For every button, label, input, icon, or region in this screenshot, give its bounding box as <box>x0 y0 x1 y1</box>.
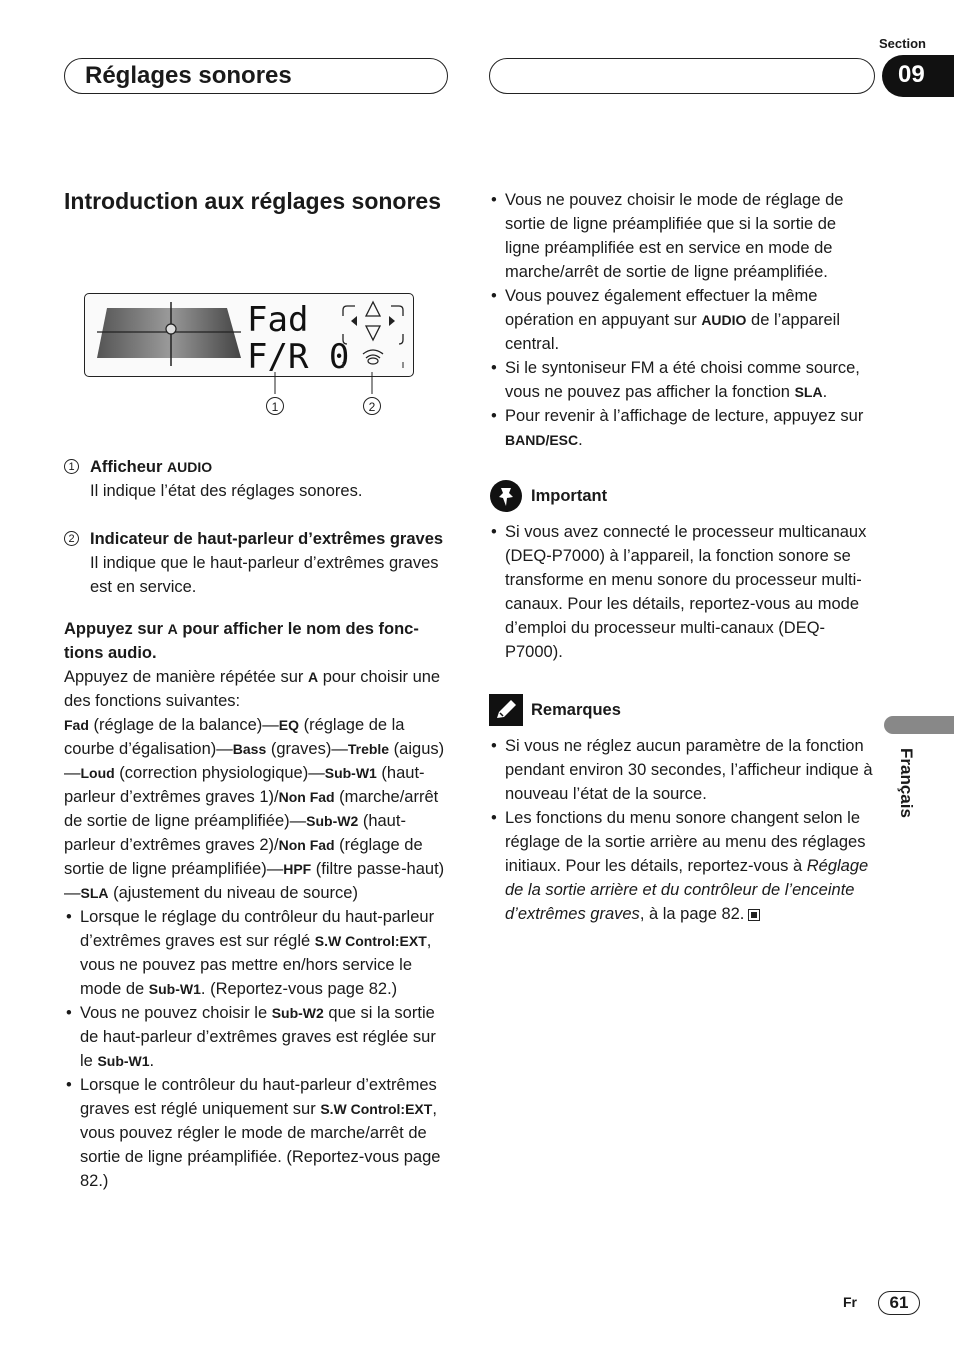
important-icon <box>489 480 523 512</box>
language-label: Français <box>897 748 916 818</box>
chapter-title-text: Réglages sonores <box>85 62 292 89</box>
function-list: Fad (réglage de la balance)—EQ (réglage de la courbe d’égalisation)—Bass (graves)—Treble (aigus)—Loud (correction physiologique)—Sub-W1 (haut-parleur d’extrêmes graves 1)/Non Fad (marche/arrêt de sortie de ligne préamplifiée)—Sub-W2 (haut-parleur d’extrêmes graves 2)/Non Fad (réglage de sortie de ligne préamplifiée)—HPF (filtre passe-haut)—SLA (ajustement du niveau de source) <box>64 716 445 902</box>
right-bullet-3: • Si le syntoniseur FM a été choisi comme source, vous ne pouvez pas afficher la fonction SLA. <box>489 356 874 404</box>
callout-1: 1 <box>266 397 284 415</box>
right-column <box>489 188 874 926</box>
left-bullet-2: • Vous ne pouvez choisir le Sub-W2 que si la sortie de haut-parleur d’extrêmes graves est réglée sur le Sub-W1. <box>64 1001 452 1073</box>
notes-pencil-icon <box>489 694 523 726</box>
page-number: 61 <box>878 1291 920 1315</box>
footer-language-code: Fr <box>843 1294 857 1310</box>
language-tab <box>884 716 954 734</box>
right-bullet-2: • Vous pouvez également effectuer la même opération en appuyant sur AUDIO de l’appareil central. <box>489 284 874 356</box>
legend-num-1: 1 <box>64 459 79 474</box>
right-bullet-1: • Vous ne pouvez choisir le mode de réglage de sortie de ligne préamplifiée que si la sortie de ligne préamplifiée est en service en mode de marche/arrêt de sortie de ligne préamplifiée. <box>489 188 874 284</box>
section-number: 09 <box>882 55 954 97</box>
legend-item-1 <box>64 455 452 503</box>
important-header <box>489 480 874 512</box>
balance-point <box>166 324 176 334</box>
left-body <box>64 455 452 1193</box>
left-column <box>64 186 452 261</box>
legend-num-2: 2 <box>64 531 79 546</box>
legend-title-1: Afficheur <box>90 458 168 476</box>
audio-display-illustration <box>84 293 414 377</box>
instruction-text: Appuyez de manière répétée sur A pour choisir une des fonctions suivantes: <box>64 668 441 710</box>
legend-desc-2: Il indique que le haut-parleur d’extrêmes graves est en service. <box>90 554 439 596</box>
note-2: • Les fonctions du menu sonore changent selon le réglage de la sortie arrière au menu des réglages initiaux. Pour les détails, reportez-vous à Réglage de la sortie arrière et du contrôleur de l’enceinte d’extrêmes graves, à la page 82. <box>489 806 874 926</box>
direction-arrows-icon <box>343 302 403 344</box>
lcd-line2: F/R 0 <box>247 337 350 375</box>
instruction-title: Appuyez sur A pour afficher le nom des fonctions audio. <box>64 620 419 662</box>
callout-leader-lines <box>260 372 390 394</box>
notes-label: Remarques <box>531 700 621 719</box>
lcd-graphic <box>85 294 412 375</box>
legend-item-2 <box>64 527 452 599</box>
right-bullet-4: • Pour revenir à l’affichage de lecture, appuyez sur BAND/ESC. <box>489 404 874 452</box>
subwoofer-indicator-icon <box>363 350 383 364</box>
important-text: • Si vous avez connecté le processeur multicanaux (DEQ-P7000) à l’appareil, la fonction sonore se transforme en menu sonore du processeur multi-canaux. Pour les détails, reportez-vous au mode d’emploi du processeur multi-canaux (DEQ-P7000). <box>489 520 874 664</box>
left-bullet-3: • Lorsque le contrôleur du haut-parleur d’extrêmes graves est réglé uniquement sur S.W Control:EXT, vous pouvez régler le mode de marche/arrêt de sortie de ligne préamplifiée. (Reportez-vous page 82.) <box>64 1073 452 1193</box>
important-label: Important <box>531 486 608 505</box>
section-label: Section <box>879 36 926 51</box>
lcd-line1: Fad <box>247 300 309 340</box>
legend-key-1: AUDIO <box>167 459 213 475</box>
callout-2: 2 <box>363 397 381 415</box>
left-bullet-1: • Lorsque le réglage du contrôleur du haut-parleur d’extrêmes graves est sur réglé S.W Control:EXT, vous ne pouvez pas mettre en/hors service le mode de Sub-W1. (Reportez-vous page 82.) <box>64 905 452 1001</box>
section-heading: Introduction aux réglages sonores <box>64 188 442 214</box>
key-a: A <box>167 621 178 637</box>
note-1: • Si vous ne réglez aucun paramètre de la fonction pendant environ 30 secondes, l’afficheur indique à nouveau l’état de la source. <box>489 734 874 806</box>
end-mark-icon <box>748 909 760 921</box>
legend-desc-1: Il indique l’état des réglages sonores. <box>90 482 363 500</box>
notes-header <box>489 694 874 726</box>
chapter-title <box>64 58 448 94</box>
header-blank-pill <box>489 58 875 94</box>
legend-title-2: Indicateur de haut-parleur d’extrêmes graves <box>90 530 444 548</box>
